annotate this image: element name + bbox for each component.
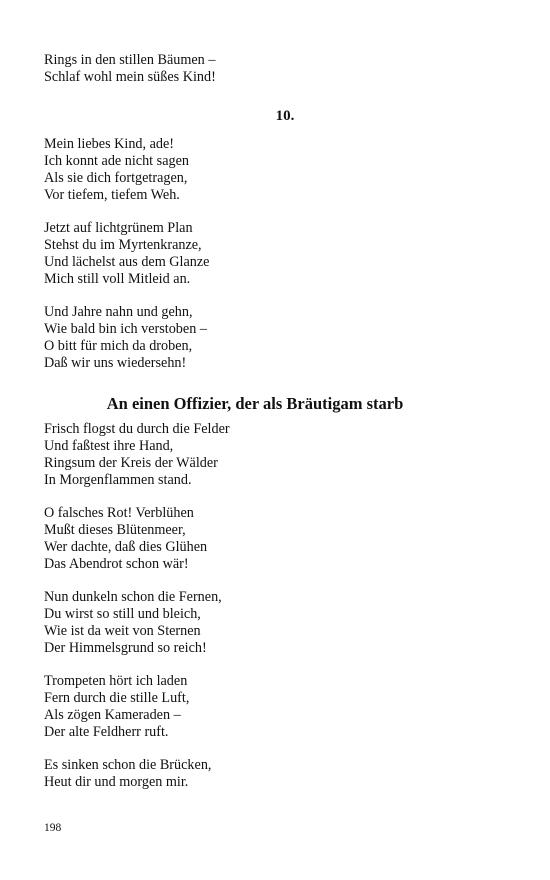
verse-line: Ringsum der Kreis der Wälder (44, 455, 218, 471)
verse-line: Das Abendrot schon wär! (44, 556, 189, 572)
verse-line: Ich konnt ade nicht sagen (44, 153, 189, 169)
verse-line: Mußt dieses Blütenmeer, (44, 522, 186, 538)
poem10-stanza-2 (44, 220, 209, 288)
poem-title: An einen Offizier, der als Bräutigam starb (106, 394, 404, 413)
verse-line: Heut dir und morgen mir. (44, 774, 189, 790)
verse-line: Fern durch die stille Luft, (44, 690, 190, 706)
verse-line: Als zögen Kameraden – (44, 707, 181, 723)
verse-line: Stehst du im Myrtenkranze, (44, 237, 202, 253)
verse-line: Wer dachte, daß dies Glühen (44, 539, 208, 555)
officer-stanza-1 (44, 421, 230, 489)
stanza-top-0 (44, 52, 216, 86)
verse-line: O falsches Rot! Verblühen (44, 505, 194, 521)
verse-line: Der alte Feldherr ruft. (44, 724, 169, 740)
officer-stanza-2 (44, 505, 207, 573)
verse-line: Und lächelst aus dem Glanze (44, 254, 210, 270)
officer-stanza-5 (44, 757, 211, 791)
verse-line: Jetzt auf lichtgrünem Plan (44, 220, 193, 236)
verse-line: Als sie dich fortgetragen, (44, 170, 188, 186)
verse-line: Wie bald bin ich verstoben – (44, 321, 207, 337)
verse-line: In Morgenflammen stand. (44, 472, 192, 488)
verse-line: O bitt für mich da droben, (44, 338, 193, 354)
poem-number: 10. (275, 108, 295, 124)
poem10-stanza-1 (44, 136, 189, 204)
verse-line: Schlaf wohl mein süßes Kind! (44, 69, 216, 85)
verse-line: Der Himmelsgrund so reich! (44, 640, 207, 656)
officer-stanza-3 (44, 589, 222, 657)
officer-stanza-4 (44, 673, 189, 741)
verse-line: Du wirst so still und bleich, (44, 606, 201, 622)
verse-line: Mich still voll Mitleid an. (44, 271, 191, 287)
verse-line: Trompeten hört ich laden (44, 673, 188, 689)
page-number: 198 (44, 822, 62, 834)
verse-line: Rings in den stillen Bäumen – (44, 52, 216, 68)
verse-line: Nun dunkeln schon die Fernen, (44, 589, 222, 605)
verse-line: Es sinken schon die Brücken, (44, 757, 212, 773)
verse-line: Und faßtest ihre Hand, (44, 438, 174, 454)
verse-line: Frisch flogst du durch die Felder (44, 421, 230, 437)
verse-line: Mein liebes Kind, ade! (44, 136, 175, 152)
verse-line: Wie ist da weit von Sternen (44, 623, 201, 639)
verse-line: Daß wir uns wiedersehn! (44, 355, 187, 371)
verse-line: Und Jahre nahn und gehn, (44, 304, 193, 320)
verse-line: Vor tiefem, tiefem Weh. (44, 187, 180, 203)
poem10-stanza-3 (44, 304, 207, 372)
